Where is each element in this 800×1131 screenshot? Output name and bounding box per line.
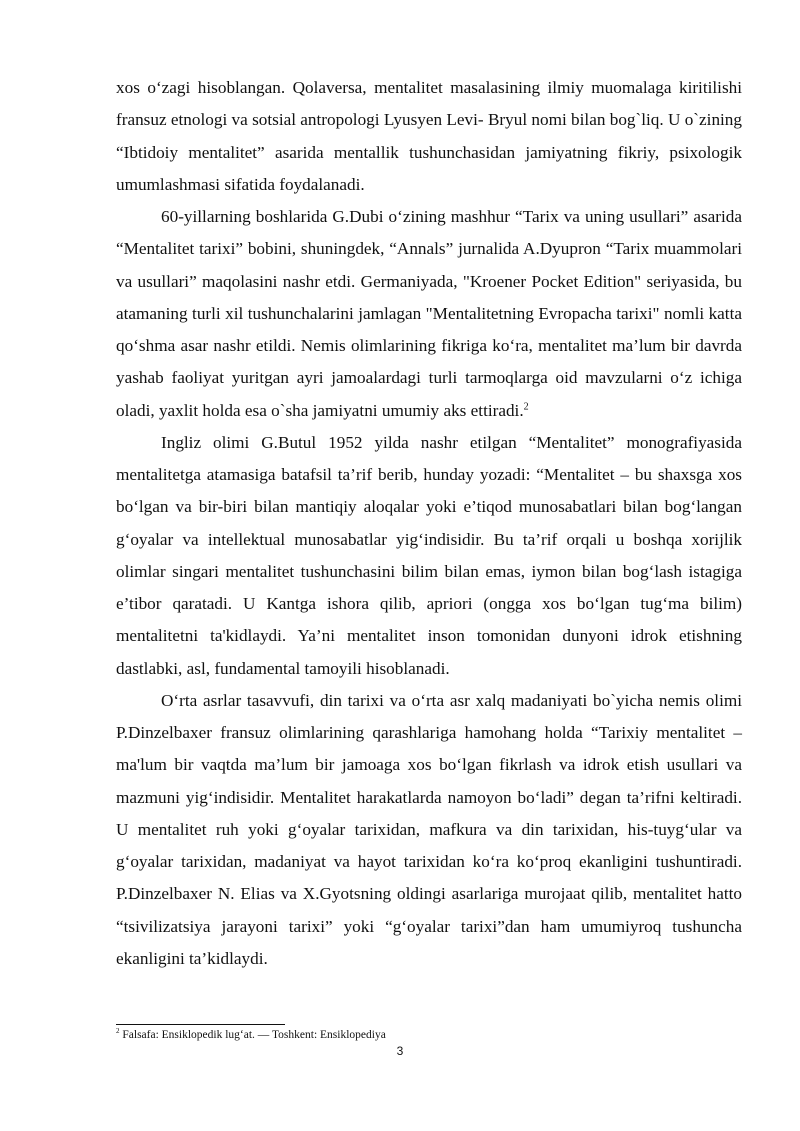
paragraph-2-text: 60-yillarning boshlarida G.Dubi o‘zining mashhur “Tarix va uning usullari” asarida “Mentalitet tarixi” bobini, shuningdek, “Annals” jurnalida A.Dyupron “Tarix muammolari va usullari” maqolasini nashr etdi. Germaniyada, "Kroener Pocket Edition" seriyasida, bu atamaning turli xil tushunchalarini jamlagan "Mentalitetning Evropacha tarixi" nomli katta qo‘shma asar nashr etildi. Nemis olimlarining fikriga ko‘ra, mentalitet ma’lum bir davrda yashab faoliyat yuritgan ayri jamoalardagi turli tarmoqlarga oid mavzularni o‘z ichiga oladi, yaxlit holda esa o`sha jamiyatni umumiy aks ettiradi. [116,207,742,420]
paragraph-3: Ingliz olimi G.Butul 1952 yilda nashr etilgan “Mentalitet” monografiyasida mentalitetga atamasiga batafsil ta’rif berib, hunday yozadi: “Mentalitet – bu shaxsga xos bo‘lgan va bir-biri bilan mantiqiy aloqalar yoki e’tiqod munosabatlari bilan bog‘langan g‘oyalar va intellektual munosabatlar yig‘indisidir. Bu ta’rif orqali u boshqa xorijlik olimlar singari mentalitet tushunchasini bilim bilan emas, iymon bilan bog‘lash istagiga e’tibor qaratadi. U Kantga ishora qilib, apriori (ongga xos bo‘lgan tug‘ma bilim) mentalitetni ta'kidlaydi. Ya’ni mentalitet inson tomonidan dunyoni idrok etishning dastlabki, asl, fundamental tamoyili hisoblanadi. [116,432,742,678]
paragraph-1: xos o‘zagi hisoblangan. Qolaversa, mentalitet masalasining ilmiy muomalaga kiritilishi fransuz etnologi va sotsial antropologi Lyusyen Levi- Bryul nomi bilan bog`liq. U o`zining “Ibtidoiy mentalitet” asarida mentallik tushunchasidan jamiyatning fikriy, psixologik umumlashmasi sifatida foydalanadi. [116,78,742,194]
footnote-reference[interactable]: 2 [523,400,529,412]
body-text [116,72,742,975]
footnote-marker: 2 [116,1027,120,1036]
footnote-separator [116,1024,285,1025]
footnote-text: Falsafa: Ensiklopedik lug‘at. — Toshkent: Ensiklopediya [122,1029,386,1041]
paragraph-2 [116,201,742,427]
page-number: 3 [396,1044,404,1058]
paragraph-4: O‘rta asrlar tasavvufi, din tarixi va o‘rta asr xalq madaniyati bo`yicha nemis olimi P.Dinzelbaxer fransuz olimlarining qarashlariga hamohang holda “Tarixiy mentalitet – ma'lum bir vaqtda ma’lum bir jamoaga xos bo‘lgan fikrlash va idrok etish usullari va mazmuni yig‘indisidir. Mentalitet harakatlarda namoyon bo‘ladi” degan ta’rifni keltiradi. U mentalitet ruh yoki g‘oyalar tarixidan, mafkura va din tarixidan, his-tuyg‘ular va g‘oyalar tarixidan, madaniyat va hayot tarixidan ko‘ra ko‘proq ekanligini tushuntiradi. P.Dinzelbaxer N. Elias va X.Gyotsning oldingi asarlariga murojaat qilib, mentalitet hatto “tsivilizatsiya jarayoni tarixi” yoki “g‘oyalar tarixi”dan ham umumiyroq tushuncha ekanligini ta’kidlaydi. [116,690,742,968]
footnote [116,1028,742,1042]
